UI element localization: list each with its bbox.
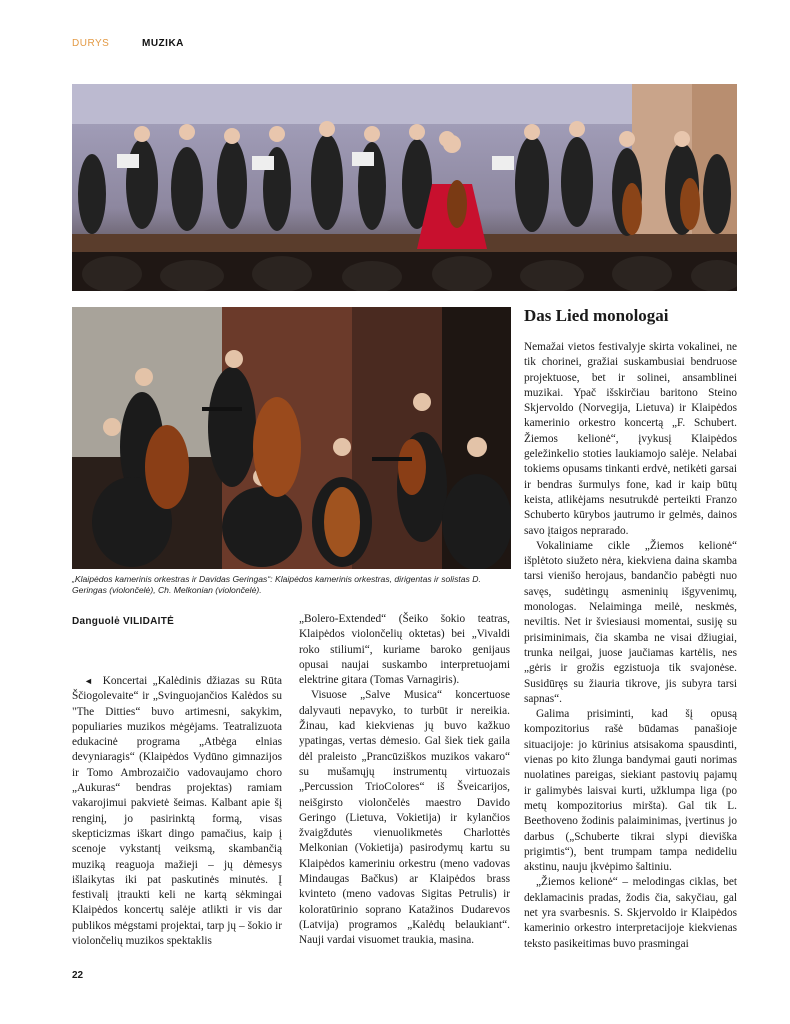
paragraph <box>72 674 282 949</box>
paragraph: „Žiemos kelionė“ – melodingas ciklas, bet deklamacinis pradas, žodis čia, sakyčiau, gal net yra svarbesnis. S. Skjervoldo ir Klaipėdos kamerinio orkestro interpretacijoje kiekvienas teksto pasikeitimas buvo prasmingai <box>524 876 737 950</box>
page-number: 22 <box>72 970 84 981</box>
article-column-3 <box>524 340 737 952</box>
section-heading: Das Lied monologai <box>524 306 669 325</box>
running-header <box>72 38 184 49</box>
paragraph: Vokaliniame cikle „Žiemos kelionė“ išplėtoto siužeto nėra, kiekviena daina skamba tarsi vienišo herojaus, bandančio pabėgti nuo savęs, sudėtingų asmeninių išgyvenimų, monologas. Nelaiminga meilė, neskmės, neviltis. Net ir šviesiausi momentai, susiję su prisiminimais, čia skamba ne visai džiugiai, trunka neilgai, juose jaučiamas kartėlis, nes „gėris ir grožis egzistuoja tik svajonėse. Susidūręs su žiauria tikrove, jis subyra tarsi sapnas“. <box>524 539 737 705</box>
orchestra-basses-photo <box>72 307 511 569</box>
article-column-1 <box>72 674 282 949</box>
paragraph: Visuose „Salve Musica“ koncertuose dalyvauti nepavyko, to turbūt ir nereikia. Žinau, kad kiekvienas jų buvo kažkuo ypatingas, vertas dėmesio. Gal šiek tiek gaila dėl praleisto „Prancūziškos muzikos vakaro“ su mušamųjų instrumentų virtuozais „Percussion TrioColores“ iš Šveicarijos, neišgirsto violončelės maestro Davido Geringo (Lietuva, Vokietija) ir kylančios žvaigždutės vienuolikmetės Charlottės Melkonian (Vokietija) pasirodymų kartu su Klaipėdos kameriniu orkestru (meno vadovas Mindaugas Bačkus) ar Klaipėdos brass kvinteto (meno vadovas Sigitas Petrulis) ir koloratūrinio soprano Katažinos Dudarevos (Latvija) programos „Kalėdų belaukiant“. Nauji vardai visuomet traukia, masina. <box>299 689 510 947</box>
magazine-name: DURYS <box>72 38 110 49</box>
article-column-2 <box>299 612 510 949</box>
paragraph: Galima prisiminti, kad šį opusą kompozitorius rašė būdamas panašioje situacijoje: jo kūrinius atsisakoma spausdinti, vienas po kito žlunga bandymai gauti norimas nuolatines pareigas, siekiant pastovių pajamų ir galimybės laisvai kurti, užklumpa liga (po metų kompozitorius miršta). Gal tik L. Beethoveno žodinis palaiminimas, įvertinus jo darbus („Schuberte tikrai slypi dieviška prigimtis“), bent trumpam tampa nedideliu akstinu, nauju įkvėpimo šaltiniu. <box>524 708 737 874</box>
triangle-left-icon: ◄ <box>84 676 103 686</box>
article-author: Danguolė VILIDAITĖ <box>72 616 175 627</box>
section-name: MUZIKA <box>142 38 184 49</box>
paragraph: „Bolero-Extended“ (Šeiko šokio teatras, Klaipėdos violončelių oktetas) bei „Vivaldi roko stiliumi“, kuriame baroko genijaus opusai naujai suskambo interpretuojami elektrine gitara (Tomas Varnagiris). <box>299 613 510 687</box>
photo-caption: „Klaipėdos kamerinis orkestras ir Davidas Geringas“: Klaipėdos kamerinis orkestras, dirigentas ir solistas D. Geringas (violončelė), Ch. Melkonian (violončelė). <box>72 574 481 595</box>
orchestra-stage-image <box>72 84 737 291</box>
paragraph: Nemažai vietos festivalyje skirta vokalinei, ne tik chorinei, gražiai suskambusiai bendruose projektuose, bet ir solinei, ansamblinei muzikai. Ypač išskirčiau baritono Steino Skjervoldo (Norvegija, Lietuva) ir Klaipėdos kamerinio orkestro koncertą „F. Schubert. Žiemos kelionė“, įvykusį Klaipėdos geležinkelio stoties laukiamojo salėje. Nelabai tokiems opusams tinkanti erdvė, netikėti garsai ir bendras šurmulys fone, kad ir kaip būtų keista, atlikėjams nesutrukdė perteikti Franzo Schuberto kūrybos jautrumo ir gelmės, dainos savo įtaigos neprarado. <box>524 341 737 537</box>
orchestra-basses-image <box>72 307 511 569</box>
paragraph-text: Koncertai „Kalėdinis džiazas su Rūta Ščiogolevaite“ ir „Svinguojančios Kalėdos su "The Ditties“ buvo artimesni, sakykim, populiaries muzikos mėgėjams. Teatralizuota edukacinė programa „Atbėga elnias devyniaragis“ (Klaipėdos Vydūno gimnazijos ir Tomo Ambrozaičio vadovaujamo choro „Aukuras“ bendras projektas) ramiam vakarojimui pakvietė šeimas. Kalbant apie šį renginį, jo pasirinktą formą, visas skepticizmas iškart dingo pamačius, kaip į scenoje vykstantį veiksmą, skambančią muziką reaguoja mažieji – jų dėmesys išlaikytas iki pat paskutinės minutės. Į festivalį įtraukti keli ne kartą sėkmingai Klaipėdos koncertų salėje atlikti ir vis dar publikos mėgstami projektai, tarp jų – šokio ir violončelių muzikos spektaklis <box>72 675 282 948</box>
orchestra-stage-photo <box>72 84 737 291</box>
